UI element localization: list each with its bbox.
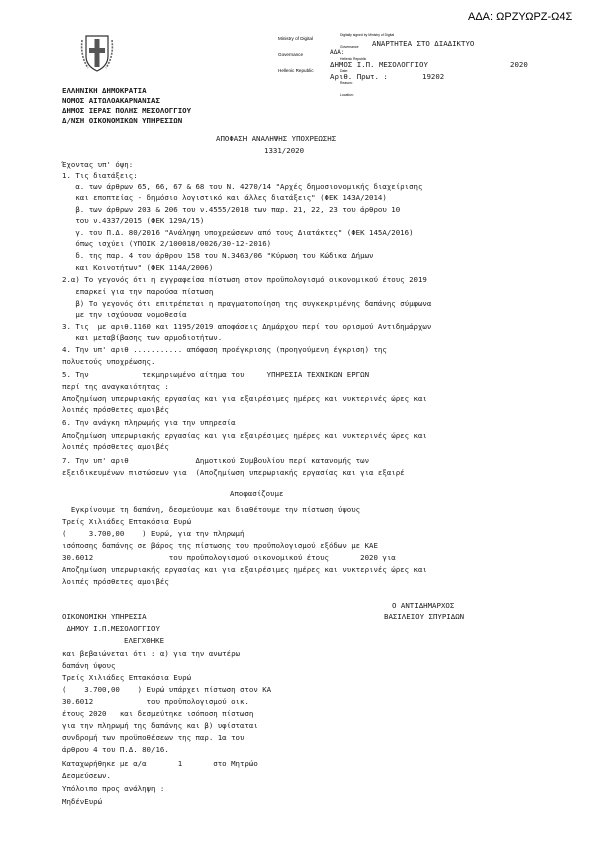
body-line: 5. Την τεκμηριωμένο αίτημα του ΥΠΗΡΕΣΙΑ ΤΕΧΝΙΚΩΝ ΕΡΓΩΝ — [62, 370, 370, 379]
verification-line: δαπάνη ύψους — [62, 661, 116, 670]
body-line: του ν.4337/2015 (ΦΕΚ 129Α/15) — [62, 216, 205, 225]
body-line: 6. Την ανάγκη πληρωμής για την υπηρεσία — [62, 418, 236, 427]
protocol-number: 19202 — [422, 72, 445, 81]
decide-heading: Αποφασίζουμε — [230, 489, 284, 498]
signatory-name: ΒΑΣΙΛΕΙΟΥ ΣΠΥΡΙΔΩΝ — [384, 612, 465, 621]
verification-line: ( 3.700,00 ) Ευρώ υπάρχει πίστωση στον ΚΑ — [62, 685, 272, 694]
body-line: και Κοινοτήτων" (ΦΕΚ 114Α/2006) — [62, 263, 214, 272]
body-line: με την ισχύουσα νομοθεσία — [62, 310, 187, 319]
verification-line: άρθρου 4 του Π.Δ. 80/16. — [62, 745, 169, 754]
ada-code: ΑΔΑ: ΩΡΖΥΩΡΖ-Ω4Σ — [468, 11, 573, 23]
verification-line: για την πληρωμή της δαπάνης και β) υφίσταται — [62, 721, 258, 730]
body-line: α. των άρθρων 65, 66, 67 & 68 του Ν. 4270/14 "Αρχές δημοσιονομικής διαχείρισης — [62, 182, 423, 191]
header-year: 2020 — [510, 60, 528, 69]
body-line: εξειδικευμένων πιστώσεων για (Αποζημίωση υπερωριακής εργασίας και για εξαιρέ — [62, 468, 405, 477]
body-line: περί της αναγκαιότητας : — [62, 382, 169, 391]
body-line: 7. Την υπ' αριθ Δημοτικού Συμβουλίου περί κατανομής των — [62, 456, 370, 465]
checked-stamp: ΕΛΕΓΧΘΗΚΕ — [124, 636, 165, 645]
signature-details-line: Digitally signed by Ministry of Digital — [340, 33, 395, 37]
finance-municipality: ΔΗΜΟΥ Ι.Π.ΜΕΣΟΛΟΓΓΙΟΥ — [62, 624, 160, 633]
body-line: 3. Τις με αριθ.1160 και 1195/2019 αποφάσεις Δημάρχου περί του ορισμού Αντιδημάρχων — [62, 322, 432, 331]
decision-line: Τρείς Χιλιάδες Επτακόσια Ευρώ — [62, 517, 192, 526]
verification-line: Δεσμεύσεων. — [62, 771, 111, 780]
body-line: γ. του Π.Δ. 80/2016 "Ανάληψη υποχρεώσεων από τους Διατάκτες" (ΦΕΚ 145Α/2016) — [62, 228, 414, 237]
body-line: λοιπές πρόσθετες αμοιβές — [62, 442, 169, 451]
header-line: Δ/ΝΣΗ ΟΙΚΟΝΟΜΙΚΩΝ ΥΠΗΡΕΣΙΩΝ — [62, 116, 183, 125]
signature-issuer-line: Hellenic Republic — [278, 67, 314, 73]
document-title: ΑΠΟΦΑΣΗ ΑΝΑΛΗΨΗΣ ΥΠΟΧΡΕΩΣΗΣ — [216, 134, 337, 143]
body-line: 4. Την υπ' αριθ ........... απόφαση προέγκρισης (προηγούμενη έγκριση) της — [62, 345, 387, 354]
verification-line: και βεβαιώνεται ότι : α) για την ανωτέρω — [62, 649, 240, 658]
signature-details-line: Date: — [340, 69, 349, 73]
body-line: λοιπές πρόσθετες αμοιβές — [62, 405, 169, 414]
body-line: πολυετούς υποχρέωσης. — [62, 357, 156, 366]
decision-line: Εγκρίνουμε τη δαπάνη, δεσμεύουμε και διαθέτουμε την πίστωση ύψους — [62, 505, 361, 514]
verification-line: ΜηδένΕυρώ — [62, 797, 103, 806]
finance-service: ΟΙΚΟΝΟΜΙΚΗ ΥΠΗΡΕΣΙΑ — [62, 612, 147, 621]
header-line: ΕΛΛΗΝΙΚΗ ΔΗΜΟΚΡΑΤΙΑ — [62, 86, 147, 95]
body-line: και μεταβίβασης των αρμοδιοτήτων. — [62, 333, 223, 342]
decision-number: 1331/2020 — [264, 146, 305, 155]
header-municipality: ΔΗΜΟΣ Ι.Π. ΜΕΣΟΛΟΓΓΙΟΥ — [330, 60, 428, 69]
body-line: β. των άρθρων 203 & 206 του ν.4555/2018 των παρ. 21, 22, 23 του άρθρου 10 — [62, 205, 401, 214]
body-line: 1. Τις διατάξεις: — [62, 171, 138, 180]
protocol-label: Αριθ. Πρωτ. : — [330, 72, 388, 81]
verification-line: Υπόλοιπο προς ανάληψη : — [62, 784, 165, 793]
body-line: και εποπτείας - δημόσιο λογιστικό και άλλες διατάξεις" (ΦΕΚ 143Α/2014) — [62, 193, 387, 202]
signature-issuer-line: Governance — [278, 52, 304, 58]
decision-line: λοιπές πρόσθετες αμοιβές — [62, 577, 169, 586]
greek-coat-of-arms-icon — [80, 32, 114, 74]
signatory-role: Ο ΑΝΤΙΔΗΜΑΡΧΟΣ — [392, 601, 455, 610]
signature-issuer-line: Ministry of Digital — [278, 36, 313, 42]
body-line: Αποζημίωση υπερωριακής εργασίας και για εξαιρέσιμες ημέρες και νυκτερινές ώρες και — [62, 431, 427, 440]
signature-details-line: Reason: — [340, 81, 353, 85]
body-line: Έχοντας υπ' όψη: — [62, 160, 134, 169]
ada-prefix: ΑΔΑ: — [330, 49, 345, 56]
signature-issuer — [278, 26, 314, 83]
body-line: Αποζημίωση υπερωριακής εργασίας και για εξαιρέσιμες ημέρες και νυκτερινές ώρες και — [62, 394, 427, 403]
verification-line: 30.6012 του προϋπολογισμού οικ. — [62, 697, 249, 706]
decision-line: ( 3.700,00 ) Ευρώ, για την πληρωμή — [62, 529, 245, 538]
signature-details-line: Location: — [340, 93, 354, 97]
decision-line: Αποζημίωση υπερωριακής εργασίας και για εξαιρέσιμες ημέρες και νυκτερινές ώρες και — [62, 565, 427, 574]
body-line: β) Το γεγονός ότι επιτρέπεται η πραγματοποίηση της συγκεκριμένης δαπάνης σύμφωνα — [62, 299, 432, 308]
decision-line: 30.6012 του προϋπολογισμού οικονομικού έτους 2020 για — [62, 553, 396, 562]
verification-line: συνδρομή των προϋποθέσεων της παρ. 1α του — [62, 733, 245, 742]
signature-details-line: Governance — [340, 45, 359, 49]
signature-details-line: Hellenic Republic — [340, 57, 367, 61]
posted-online-label: ΑΝΑΡΤΗΤΕΑ ΣΤΟ ΔΙΑΔΙΚΤΥΟ — [372, 39, 475, 48]
body-line: επαρκεί για την παρούσα πίστωση — [62, 287, 214, 296]
header-line: ΝΟΜΟΣ ΑΙΤΩΛΟΑΚΑΡΝΑΝΙΑΣ — [62, 96, 160, 105]
verification-line: Καταχωρήθηκε με α/α 1 στο Μητρώο — [62, 759, 258, 768]
body-line: 2.α) Το γεγονός ότι η εγγραφείσα πίστωση στον προϋπολογισμό οικονομικού έτους 2019 — [62, 275, 427, 284]
verification-line: Τρείς Χιλιάδες Επτακόσια Ευρώ — [62, 673, 192, 682]
body-line: όπως ισχύει (ΥΠΟΙΚ 2/100018/0026/30-12-2016) — [62, 239, 272, 248]
header-line: ΔΗΜΟΣ ΙΕΡΑΣ ΠΟΛΗΣ ΜΕΣΟΛΟΓΓΙΟΥ — [62, 106, 192, 115]
body-line: δ. της παρ. 4 του άρθρου 158 του Ν.3463/06 "Κύρωση του Κώδικα Δήμων — [62, 251, 374, 260]
decision-line: ισόποσης δαπάνης σε βάρος της πίστωσης του προϋπολογισμού εξόδων με ΚΑΕ — [62, 541, 378, 550]
verification-line: έτους 2020 και δεσμεύτηκε ισόποση πίστωση — [62, 709, 254, 718]
